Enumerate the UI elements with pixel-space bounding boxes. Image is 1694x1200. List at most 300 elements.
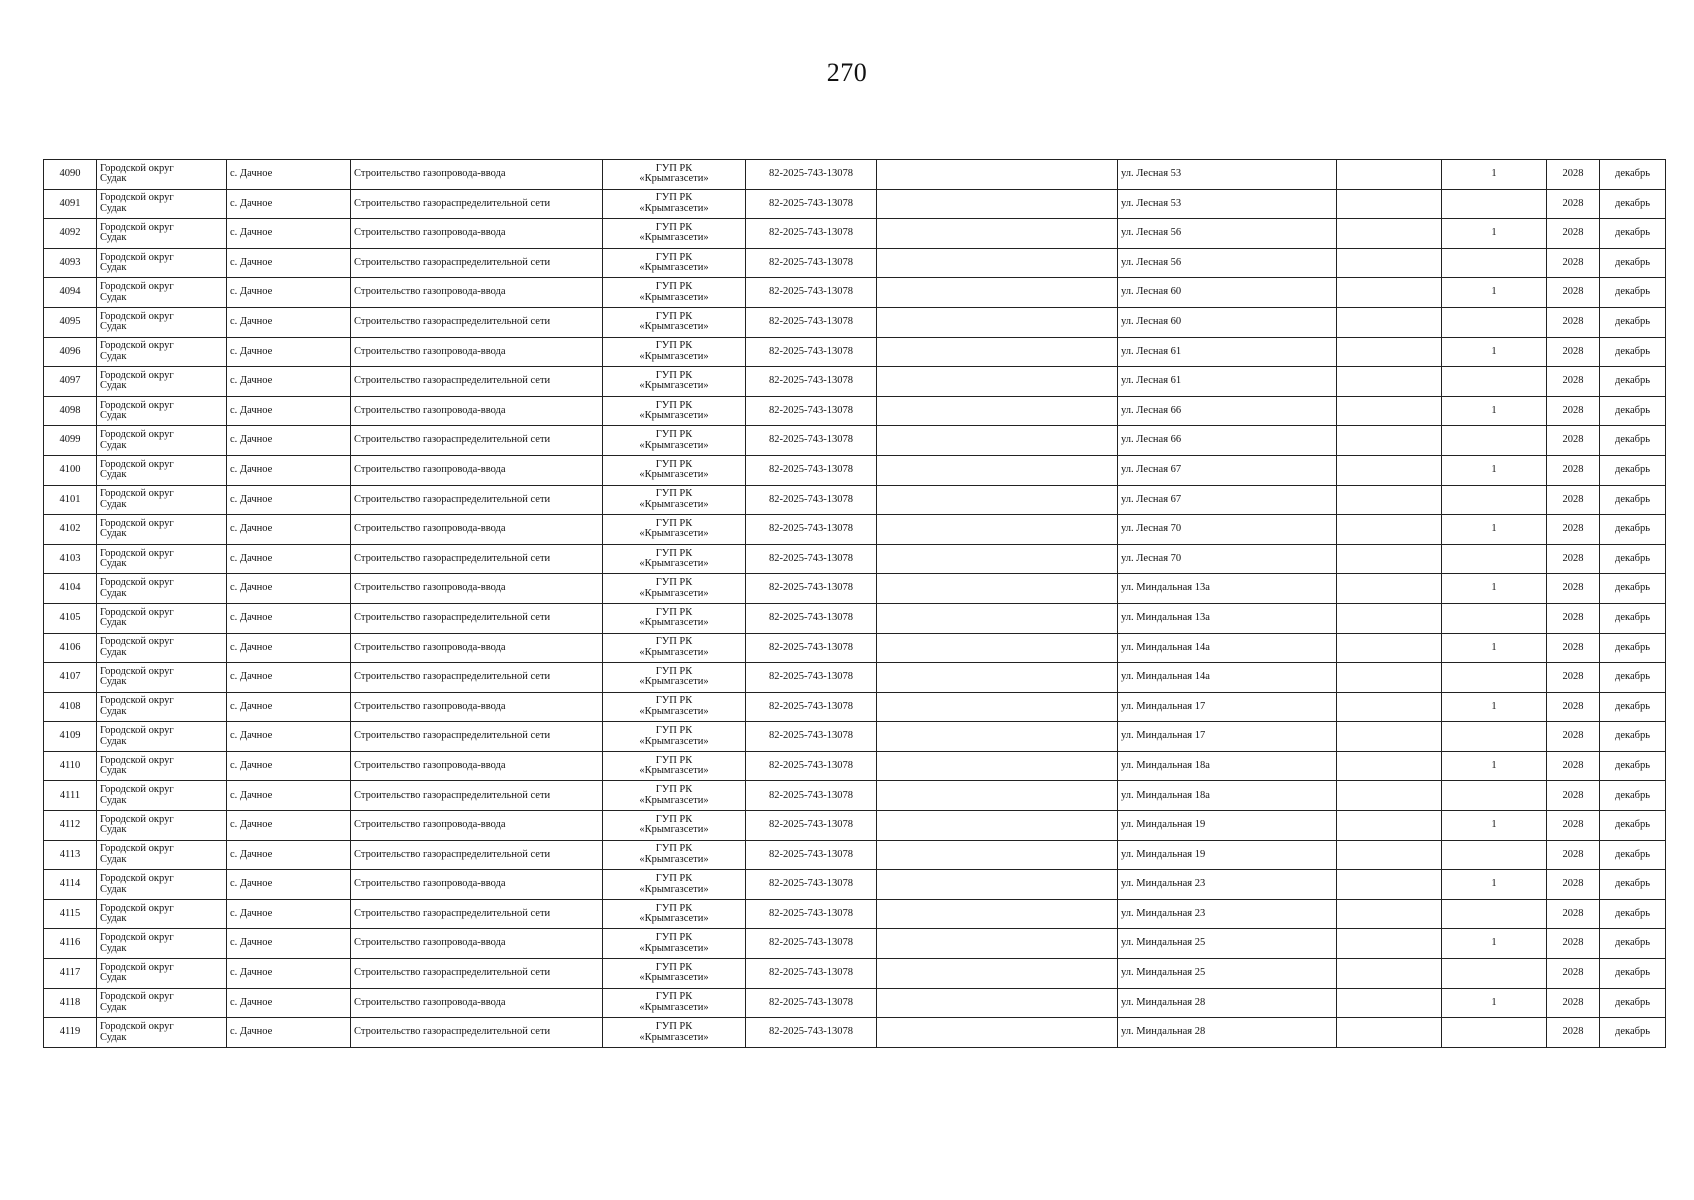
municipality-cell [97, 663, 227, 693]
year-cell [1547, 899, 1600, 929]
municipality-text: Судак [100, 617, 127, 629]
settlement-cell [227, 337, 351, 367]
organization-text: «Крымгазсети» [639, 558, 709, 570]
program-code-text: 82-2025-743-13078 [769, 611, 853, 623]
work-type-cell [351, 1018, 603, 1048]
table-row [44, 840, 1666, 870]
organization-text: «Крымгазсети» [639, 498, 709, 510]
quantity-cell [1442, 722, 1547, 752]
empty-cell [877, 396, 1118, 426]
municipality-text: Городской округ [100, 606, 174, 618]
month-cell [1600, 455, 1666, 485]
organization-cell [603, 811, 746, 841]
municipality-text: Городской округ [100, 725, 174, 737]
address-text: ул. Лесная 60 [1121, 316, 1182, 328]
table-row [44, 574, 1666, 604]
work-type-text: Строительство газопровода-ввода [354, 700, 506, 712]
month-cell [1600, 574, 1666, 604]
quantity-cell [1442, 988, 1547, 1018]
address-text: ул. Лесная 61 [1121, 345, 1182, 357]
settlement-text: с. Дачное [230, 996, 273, 1008]
organization-text: ГУП РК [655, 369, 693, 381]
organization-text: «Крымгазсети» [639, 380, 709, 392]
year-text: 2028 [1562, 907, 1584, 919]
row-number-text: 4090 [59, 168, 81, 180]
row-number-text: 4094 [59, 286, 81, 298]
organization-text: «Крымгазсети» [639, 587, 709, 599]
work-type-cell [351, 248, 603, 278]
row-number-cell [44, 781, 97, 811]
month-cell [1600, 722, 1666, 752]
program-code-text: 82-2025-743-13078 [769, 759, 853, 771]
quantity-text: 1 [1491, 404, 1497, 416]
empty-cell [1337, 929, 1442, 959]
settlement-cell [227, 988, 351, 1018]
organization-text: «Крымгазсети» [639, 291, 709, 303]
month-text: декабрь [1615, 700, 1650, 712]
table-row [44, 870, 1666, 900]
settlement-text: с. Дачное [230, 345, 273, 357]
program-code-text: 82-2025-743-13078 [769, 641, 853, 653]
organization-cell [603, 603, 746, 633]
year-cell [1547, 663, 1600, 693]
settlement-text: с. Дачное [230, 168, 273, 180]
municipality-cell [97, 367, 227, 397]
municipality-text: Судак [100, 942, 127, 954]
empty-cell [1337, 544, 1442, 574]
organization-cell [603, 722, 746, 752]
settlement-cell [227, 189, 351, 219]
table-row [44, 219, 1666, 249]
quantity-cell [1442, 663, 1547, 693]
row-number-cell [44, 160, 97, 190]
work-type-cell [351, 574, 603, 604]
year-cell [1547, 929, 1600, 959]
municipality-text: Судак [100, 291, 127, 303]
municipality-cell [97, 692, 227, 722]
municipality-cell [97, 811, 227, 841]
row-number-cell [44, 515, 97, 545]
row-number-cell [44, 1018, 97, 1048]
empty-cell [1337, 574, 1442, 604]
address-text: ул. Лесная 70 [1121, 523, 1182, 535]
municipality-text: Городской округ [100, 932, 174, 944]
year-text: 2028 [1562, 345, 1584, 357]
year-text: 2028 [1562, 759, 1584, 771]
row-number-text: 4116 [59, 937, 81, 949]
table-row [44, 515, 1666, 545]
empty-cell [877, 1018, 1118, 1048]
work-type-cell [351, 396, 603, 426]
settlement-cell [227, 840, 351, 870]
organization-cell [603, 485, 746, 515]
program-code-cell [746, 426, 877, 456]
address-cell [1118, 278, 1337, 308]
quantity-text: 1 [1491, 819, 1497, 831]
empty-cell [877, 633, 1118, 663]
month-text: декабрь [1615, 907, 1650, 919]
settlement-text: с. Дачное [230, 286, 273, 298]
year-text: 2028 [1562, 641, 1584, 653]
row-number-cell [44, 544, 97, 574]
address-text: ул. Миндальная 13а [1121, 611, 1210, 623]
year-cell [1547, 426, 1600, 456]
organization-text: ГУП РК [655, 902, 693, 914]
month-text: декабрь [1615, 582, 1650, 594]
year-cell [1547, 781, 1600, 811]
row-number-cell [44, 574, 97, 604]
quantity-text: 1 [1491, 168, 1497, 180]
quantity-text: 1 [1491, 523, 1497, 535]
month-text: декабрь [1615, 493, 1650, 505]
address-text: ул. Лесная 66 [1121, 434, 1182, 446]
quantity-cell [1442, 574, 1547, 604]
quantity-text: 1 [1491, 463, 1497, 475]
year-cell [1547, 248, 1600, 278]
year-cell [1547, 959, 1600, 989]
year-cell [1547, 751, 1600, 781]
month-cell [1600, 603, 1666, 633]
empty-cell [877, 603, 1118, 633]
row-number-cell [44, 751, 97, 781]
row-number-text: 4100 [59, 463, 81, 475]
work-type-text: Строительство газопровода-ввода [354, 582, 506, 594]
quantity-cell [1442, 751, 1547, 781]
quantity-cell [1442, 840, 1547, 870]
municipality-text: Городской округ [100, 310, 174, 322]
address-cell [1118, 899, 1337, 929]
month-text: декабрь [1615, 345, 1650, 357]
organization-cell [603, 455, 746, 485]
month-cell [1600, 899, 1666, 929]
table-row [44, 1018, 1666, 1048]
work-type-text: Строительство газораспределительной сети [354, 434, 551, 446]
program-code-cell [746, 840, 877, 870]
settlement-text: с. Дачное [230, 316, 273, 328]
organization-text: «Крымгазсети» [639, 972, 709, 984]
organization-cell [603, 544, 746, 574]
program-code-text: 82-2025-743-13078 [769, 582, 853, 594]
month-text: декабрь [1615, 967, 1650, 979]
row-number-text: 4095 [59, 316, 81, 328]
empty-cell [1337, 307, 1442, 337]
settlement-text: с. Дачное [230, 611, 273, 623]
municipality-cell [97, 751, 227, 781]
address-cell [1118, 751, 1337, 781]
program-code-cell [746, 455, 877, 485]
program-code-text: 82-2025-743-13078 [769, 671, 853, 683]
month-text: декабрь [1615, 789, 1650, 801]
organization-text: ГУП РК [655, 754, 693, 766]
quantity-cell [1442, 959, 1547, 989]
municipality-text: Судак [100, 498, 127, 510]
municipality-cell [97, 633, 227, 663]
municipality-text: Городской округ [100, 843, 174, 855]
row-number-text: 4112 [59, 819, 81, 831]
settlement-cell [227, 959, 351, 989]
row-number-text: 4091 [59, 197, 81, 209]
work-type-cell [351, 367, 603, 397]
address-cell [1118, 485, 1337, 515]
empty-cell [1337, 603, 1442, 633]
municipality-cell [97, 160, 227, 190]
program-code-cell [746, 160, 877, 190]
organization-text: «Крымгазсети» [639, 1031, 709, 1043]
address-text: ул. Миндальная 25 [1121, 967, 1206, 979]
quantity-cell [1442, 603, 1547, 633]
year-cell [1547, 307, 1600, 337]
empty-cell [1337, 840, 1442, 870]
empty-cell [877, 160, 1118, 190]
work-type-cell [351, 515, 603, 545]
table-row [44, 811, 1666, 841]
municipality-cell [97, 515, 227, 545]
municipality-text: Городской округ [100, 961, 174, 973]
municipality-text: Судак [100, 232, 127, 244]
settlement-cell [227, 870, 351, 900]
address-cell [1118, 870, 1337, 900]
work-type-text: Строительство газораспределительной сети [354, 907, 551, 919]
empty-cell [877, 219, 1118, 249]
row-number-text: 4099 [59, 434, 81, 446]
organization-text: ГУП РК [655, 725, 693, 737]
empty-cell [877, 929, 1118, 959]
municipality-text: Городской округ [100, 813, 174, 825]
month-cell [1600, 1018, 1666, 1048]
address-cell [1118, 663, 1337, 693]
organization-text: «Крымгазсети» [639, 1001, 709, 1013]
work-type-text: Строительство газораспределительной сети [354, 552, 551, 564]
organization-text: ГУП РК [655, 873, 693, 885]
month-cell [1600, 781, 1666, 811]
settlement-text: с. Дачное [230, 789, 273, 801]
settlement-text: с. Дачное [230, 582, 273, 594]
empty-cell [1337, 189, 1442, 219]
quantity-cell [1442, 692, 1547, 722]
month-text: декабрь [1615, 878, 1650, 890]
settlement-cell [227, 574, 351, 604]
work-type-cell [351, 899, 603, 929]
year-cell [1547, 396, 1600, 426]
municipality-text: Городской округ [100, 340, 174, 352]
row-number-cell [44, 722, 97, 752]
year-text: 2028 [1562, 996, 1584, 1008]
quantity-cell [1442, 337, 1547, 367]
empty-cell [1337, 455, 1442, 485]
program-code-cell [746, 367, 877, 397]
municipality-text: Городской округ [100, 458, 174, 470]
organization-text: ГУП РК [655, 488, 693, 500]
organization-cell [603, 426, 746, 456]
row-number-cell [44, 870, 97, 900]
quantity-text: 1 [1491, 345, 1497, 357]
quantity-text: 1 [1491, 996, 1497, 1008]
work-type-text: Строительство газопровода-ввода [354, 878, 506, 890]
month-cell [1600, 337, 1666, 367]
year-cell [1547, 574, 1600, 604]
organization-text: ГУП РК [655, 577, 693, 589]
address-text: ул. Лесная 53 [1121, 197, 1182, 209]
work-type-text: Строительство газораспределительной сети [354, 197, 551, 209]
row-number-text: 4115 [59, 907, 81, 919]
program-code-cell [746, 663, 877, 693]
organization-cell [603, 189, 746, 219]
month-text: декабрь [1615, 671, 1650, 683]
program-code-text: 82-2025-743-13078 [769, 907, 853, 919]
page-number: 270 [826, 58, 868, 87]
address-text: ул. Миндальная 23 [1121, 878, 1206, 890]
address-cell [1118, 811, 1337, 841]
year-text: 2028 [1562, 1026, 1584, 1038]
quantity-cell [1442, 633, 1547, 663]
organization-text: ГУП РК [655, 843, 693, 855]
program-code-text: 82-2025-743-13078 [769, 286, 853, 298]
organization-text: ГУП РК [655, 340, 693, 352]
work-type-cell [351, 663, 603, 693]
municipality-cell [97, 485, 227, 515]
empty-cell [877, 811, 1118, 841]
quantity-text: 1 [1491, 759, 1497, 771]
program-code-cell [746, 1018, 877, 1048]
address-text: ул. Лесная 66 [1121, 404, 1182, 416]
organization-cell [603, 337, 746, 367]
year-cell [1547, 840, 1600, 870]
address-text: ул. Миндальная 18а [1121, 759, 1210, 771]
organization-cell [603, 929, 746, 959]
work-type-text: Строительство газопровода-ввода [354, 404, 506, 416]
program-code-text: 82-2025-743-13078 [769, 256, 853, 268]
empty-cell [877, 367, 1118, 397]
organization-text: ГУП РК [655, 636, 693, 648]
empty-cell [877, 248, 1118, 278]
year-text: 2028 [1562, 789, 1584, 801]
program-code-cell [746, 692, 877, 722]
municipality-text: Городской округ [100, 1021, 174, 1033]
empty-cell [877, 426, 1118, 456]
year-cell [1547, 485, 1600, 515]
month-text: декабрь [1615, 286, 1650, 298]
organization-text: «Крымгазсети» [639, 676, 709, 688]
row-number-cell [44, 337, 97, 367]
work-type-cell [351, 219, 603, 249]
municipality-text: Городской округ [100, 251, 174, 263]
work-type-text: Строительство газораспределительной сети [354, 493, 551, 505]
municipality-text: Городской округ [100, 873, 174, 885]
empty-cell [1337, 248, 1442, 278]
settlement-text: с. Дачное [230, 197, 273, 209]
year-cell [1547, 811, 1600, 841]
organization-text: ГУП РК [655, 991, 693, 1003]
program-code-text: 82-2025-743-13078 [769, 434, 853, 446]
empty-cell [877, 840, 1118, 870]
year-text: 2028 [1562, 286, 1584, 298]
table-row [44, 307, 1666, 337]
month-cell [1600, 929, 1666, 959]
program-code-cell [746, 248, 877, 278]
row-number-cell [44, 219, 97, 249]
organization-text: ГУП РК [655, 813, 693, 825]
row-number-cell [44, 189, 97, 219]
month-cell [1600, 160, 1666, 190]
table-row [44, 692, 1666, 722]
empty-cell [877, 692, 1118, 722]
row-number-cell [44, 840, 97, 870]
table-row [44, 367, 1666, 397]
program-code-text: 82-2025-743-13078 [769, 404, 853, 416]
year-cell [1547, 633, 1600, 663]
month-cell [1600, 307, 1666, 337]
municipality-text: Судак [100, 794, 127, 806]
row-number-text: 4119 [59, 1026, 81, 1038]
program-code-text: 82-2025-743-13078 [769, 1026, 853, 1038]
address-cell [1118, 1018, 1337, 1048]
organization-cell [603, 1018, 746, 1048]
empty-cell [1337, 1018, 1442, 1048]
municipality-text: Судак [100, 913, 127, 925]
organization-text: «Крымгазсети» [639, 794, 709, 806]
organization-text: «Крымгазсети» [639, 705, 709, 717]
empty-cell [1337, 781, 1442, 811]
organization-text: «Крымгазсети» [639, 232, 709, 244]
month-cell [1600, 633, 1666, 663]
row-number-cell [44, 307, 97, 337]
month-text: декабрь [1615, 641, 1650, 653]
organization-text: «Крымгазсети» [639, 528, 709, 540]
work-type-text: Строительство газораспределительной сети [354, 375, 551, 387]
program-code-text: 82-2025-743-13078 [769, 375, 853, 387]
work-type-cell [351, 751, 603, 781]
month-text: декабрь [1615, 404, 1650, 416]
year-cell [1547, 722, 1600, 752]
municipality-text: Судак [100, 587, 127, 599]
quantity-cell [1442, 219, 1547, 249]
address-text: ул. Миндальная 28 [1121, 996, 1206, 1008]
address-cell [1118, 603, 1337, 633]
address-cell [1118, 396, 1337, 426]
program-code-text: 82-2025-743-13078 [769, 523, 853, 535]
table-row [44, 603, 1666, 633]
row-number-text: 4097 [59, 375, 81, 387]
month-cell [1600, 248, 1666, 278]
work-type-text: Строительство газопровода-ввода [354, 641, 506, 653]
municipality-text: Судак [100, 972, 127, 984]
year-text: 2028 [1562, 582, 1584, 594]
empty-cell [877, 899, 1118, 929]
organization-cell [603, 248, 746, 278]
municipality-text: Городской округ [100, 754, 174, 766]
quantity-cell [1442, 248, 1547, 278]
address-cell [1118, 633, 1337, 663]
address-cell [1118, 426, 1337, 456]
month-text: декабрь [1615, 730, 1650, 742]
year-text: 2028 [1562, 937, 1584, 949]
row-number-text: 4118 [59, 996, 81, 1008]
organization-text: ГУП РК [655, 932, 693, 944]
year-text: 2028 [1562, 256, 1584, 268]
municipality-text: Городской округ [100, 488, 174, 500]
organization-text: «Крымгазсети» [639, 942, 709, 954]
program-code-text: 82-2025-743-13078 [769, 552, 853, 564]
settlement-text: с. Дачное [230, 493, 273, 505]
program-code-cell [746, 219, 877, 249]
organization-text: «Крымгазсети» [639, 853, 709, 865]
month-cell [1600, 751, 1666, 781]
municipality-cell [97, 307, 227, 337]
quantity-cell [1442, 781, 1547, 811]
organization-text: ГУП РК [655, 695, 693, 707]
settlement-cell [227, 811, 351, 841]
empty-cell [1337, 633, 1442, 663]
